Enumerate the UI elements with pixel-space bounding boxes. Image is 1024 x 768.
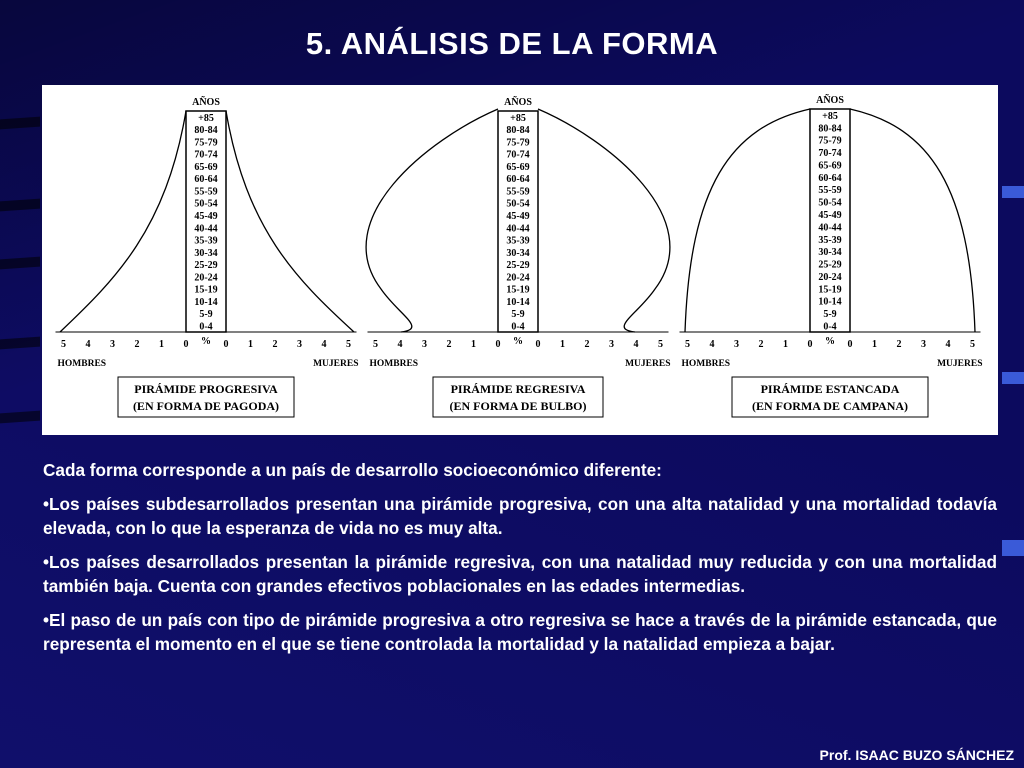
caption-line-1: PIRÁMIDE PROGRESIVA — [134, 382, 278, 396]
background-streak — [0, 199, 40, 212]
age-group-label: 0-4 — [823, 321, 837, 333]
men-label: HOMBRES — [369, 359, 419, 369]
bullet-subdesarrollados: •Los países subdesarrollados presentan una pirámide progresiva, con una alta natalidad y una mortalidad todavía elevada, con lo que la esperanza de vida no es muy alta. — [43, 494, 997, 538]
x-tick-label-men: 1 — [471, 339, 476, 350]
age-group-label: 55-59 — [506, 186, 530, 198]
men-label: HOMBRES — [681, 359, 731, 369]
age-group-label: 35-39 — [506, 235, 530, 247]
background-streak — [0, 117, 40, 130]
x-tick-label-men: 4 — [397, 339, 403, 350]
x-tick-label-women: 4 — [321, 339, 327, 350]
caption-line-2: (EN FORMA DE BULBO) — [449, 399, 587, 413]
x-tick-label-women: 5 — [658, 339, 663, 350]
age-group-label: 40-44 — [506, 223, 530, 235]
age-group-label: 35-39 — [194, 235, 218, 247]
men-label: HOMBRES — [57, 359, 107, 369]
age-group-label: 25-29 — [818, 259, 842, 271]
age-group-label: 0-4 — [511, 321, 525, 333]
age-group-label: 30-34 — [506, 247, 530, 259]
caption-line-2: (EN FORMA DE PAGODA) — [132, 399, 280, 413]
background-streak — [0, 411, 40, 424]
x-tick-label-men: 2 — [446, 339, 452, 350]
background-accent — [1002, 372, 1024, 384]
age-group-label: 60-64 — [818, 172, 842, 184]
axis-unit-label: % — [825, 336, 835, 347]
age-group-label: 15-19 — [506, 284, 530, 296]
age-group-label: 40-44 — [194, 223, 218, 235]
x-tick-label-men: 0 — [495, 339, 501, 350]
age-group-label: 65-69 — [818, 160, 842, 172]
x-tick-label-men: 3 — [734, 339, 739, 350]
x-tick-label-women: 3 — [297, 339, 302, 350]
x-tick-label-women: 0 — [847, 339, 853, 350]
age-group-label: 65-69 — [194, 161, 218, 173]
age-group-label: 75-79 — [194, 137, 218, 149]
x-tick-label-women: 4 — [945, 339, 951, 350]
age-group-label: 10-14 — [506, 296, 530, 308]
age-group-label: 45-49 — [818, 210, 842, 221]
age-group-label: 50-54 — [194, 198, 218, 210]
age-header-label: AÑOS — [192, 97, 220, 108]
x-tick-label-women: 2 — [896, 339, 902, 350]
age-group-label: 75-79 — [818, 135, 842, 147]
background-streak — [0, 257, 40, 270]
x-tick-label-women: 3 — [921, 339, 926, 350]
age-group-label: 30-34 — [818, 247, 842, 259]
axis-unit-label: % — [513, 336, 523, 347]
caption-line-1: PIRÁMIDE ESTANCADA — [760, 382, 900, 396]
women-label: MUJERES — [937, 359, 983, 369]
x-tick-label-men: 2 — [758, 339, 764, 350]
x-tick-label-men: 0 — [807, 339, 813, 350]
x-tick-label-women: 2 — [272, 339, 278, 350]
x-tick-label-women: 0 — [223, 339, 229, 350]
x-tick-label-men: 4 — [709, 339, 715, 350]
x-tick-label-men: 1 — [159, 339, 164, 350]
age-group-label: 45-49 — [194, 211, 218, 222]
age-group-label: 10-14 — [818, 296, 842, 308]
x-tick-label-women: 1 — [560, 339, 565, 350]
age-group-label: 70-74 — [194, 149, 218, 161]
age-group-label: 70-74 — [818, 148, 842, 160]
women-label: MUJERES — [313, 359, 359, 369]
x-tick-label-women: 3 — [609, 339, 614, 350]
slide-title: 5. ANÁLISIS DE LA FORMA — [305, 26, 719, 61]
background-streak — [0, 337, 40, 350]
age-group-label: 80-84 — [506, 125, 530, 137]
age-group-label: 20-24 — [818, 271, 842, 283]
age-group-label: 40-44 — [818, 222, 842, 234]
x-tick-label-men: 5 — [373, 339, 378, 350]
pyramids-figure — [42, 85, 998, 435]
age-group-label: 50-54 — [506, 198, 530, 210]
age-group-label: 15-19 — [818, 284, 842, 296]
age-group-label: +85 — [822, 110, 838, 122]
age-group-label: 60-64 — [194, 174, 218, 186]
age-group-label: 0-4 — [199, 321, 213, 333]
age-group-label: +85 — [510, 112, 526, 124]
x-tick-label-women: 1 — [872, 339, 877, 350]
x-tick-label-men: 5 — [61, 339, 66, 350]
age-group-label: 5-9 — [511, 309, 525, 321]
x-tick-label-men: 5 — [685, 339, 690, 350]
background-accent — [1002, 186, 1024, 198]
women-label: MUJERES — [625, 359, 671, 369]
age-group-label: 70-74 — [506, 149, 530, 161]
age-group-label: 80-84 — [818, 123, 842, 135]
caption-line-2: (EN FORMA DE CAMPANA) — [751, 399, 909, 413]
age-header-label: AÑOS — [816, 95, 844, 106]
x-tick-label-men: 2 — [134, 339, 140, 350]
caption-line-1: PIRÁMIDE REGRESIVA — [450, 382, 586, 396]
x-tick-label-men: 3 — [110, 339, 115, 350]
pyramids-svg — [42, 85, 998, 435]
x-tick-label-women: 0 — [535, 339, 541, 350]
x-tick-label-men: 3 — [422, 339, 427, 350]
age-group-label: 25-29 — [506, 260, 530, 272]
x-tick-label-women: 4 — [633, 339, 639, 350]
x-tick-label-women: 1 — [248, 339, 253, 350]
age-group-label: 55-59 — [818, 185, 842, 197]
explanation-text — [43, 458, 997, 666]
age-group-label: 5-9 — [823, 309, 837, 321]
x-tick-label-women: 5 — [346, 339, 351, 350]
bullet-desarrollados: •Los países desarrollados presentan la pirámide regresiva, con una natalidad muy reducida y con una mortalidad también baja. Cuenta con grandes efectivos poblacionales en las edades intermedias. — [43, 552, 997, 596]
author-footer: Prof. ISAAC BUZO SÁNCHEZ — [819, 747, 1014, 763]
age-group-label: 60-64 — [506, 174, 530, 186]
age-group-label: 75-79 — [506, 137, 530, 149]
age-group-label: 65-69 — [506, 161, 530, 173]
age-group-label: 45-49 — [506, 211, 530, 222]
age-group-label: 50-54 — [818, 197, 842, 209]
age-group-label: 25-29 — [194, 260, 218, 272]
age-group-label: 15-19 — [194, 284, 218, 296]
bullet-paso: •El paso de un país con tipo de pirámide progresiva a otro regresiva se hace a través de la pirámide estancada, que representa el momento en el que se tiene controlada la mortalidad y la natalidad empieza a bajar. — [43, 610, 997, 654]
x-tick-label-men: 4 — [85, 339, 91, 350]
axis-unit-label: % — [201, 336, 211, 347]
intro-paragraph: Cada forma corresponde a un país de desarrollo socioeconómico diferente: — [43, 460, 662, 480]
x-tick-label-men: 1 — [783, 339, 788, 350]
age-group-label: 35-39 — [818, 234, 842, 246]
x-tick-label-women: 2 — [584, 339, 590, 350]
age-header-label: AÑOS — [504, 97, 532, 108]
background-accent — [1002, 540, 1024, 556]
x-tick-label-men: 0 — [183, 339, 189, 350]
age-group-label: 5-9 — [199, 309, 213, 321]
age-group-label: 30-34 — [194, 247, 218, 259]
x-tick-label-women: 5 — [970, 339, 975, 350]
age-group-label: 55-59 — [194, 186, 218, 198]
age-group-label: 20-24 — [194, 272, 218, 284]
age-group-label: 10-14 — [194, 296, 218, 308]
age-group-label: 20-24 — [506, 272, 530, 284]
age-group-label: +85 — [198, 112, 214, 124]
age-group-label: 80-84 — [194, 125, 218, 137]
